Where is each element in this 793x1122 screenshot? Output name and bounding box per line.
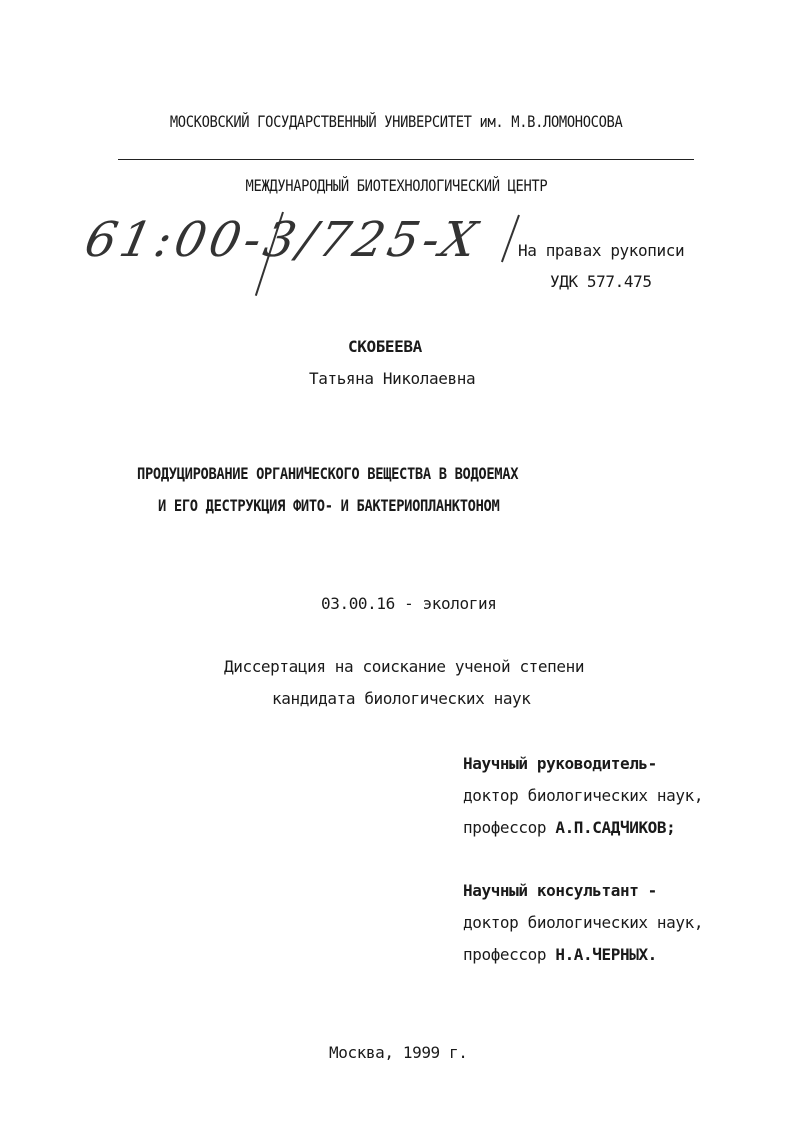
degree-line1: Диссертация на соискание ученой степени	[224, 657, 585, 676]
consultant-degree: доктор биологических наук,	[463, 913, 704, 932]
place-year: Москва, 1999 г.	[329, 1043, 468, 1062]
supervisor-line	[463, 818, 675, 837]
header-rule	[118, 159, 694, 160]
dissertation-title-line1: ПРОДУЦИРОВАНИЕ ОРГАНИЧЕСКОГО ВЕЩЕСТВА В ВОДОЕМАХ	[137, 464, 519, 483]
specialty: 03.00.16 - экология	[321, 594, 497, 613]
supervisor-title: профессор	[463, 818, 547, 837]
supervisor-name: А.П.САДЧИКОВ;	[555, 818, 676, 837]
author-name: Татьяна Николаевна	[309, 369, 476, 388]
consultant-name: Н.А.ЧЕРНЫХ.	[555, 945, 657, 964]
author-surname: СКОБЕЕВА	[348, 337, 422, 356]
handwritten-code: 61:00-3/725-X	[80, 212, 486, 268]
university-line: МОСКОВСКИЙ ГОСУДАРСТВЕННЫЙ УНИВЕРСИТЕТ им. М.В.ЛОМОНОСОВА	[170, 112, 623, 131]
rights-label: На правах рукописи	[518, 241, 685, 260]
udk-code: УДК 577.475	[550, 272, 652, 291]
supervisor-role: Научный руководитель-	[463, 754, 657, 773]
center-line: МЕЖДУНАРОДНЫЙ БИОТЕХНОЛОГИЧЕСКИЙ ЦЕНТР	[245, 176, 548, 195]
consultant-title: профессор	[463, 945, 547, 964]
dissertation-title-line2: И ЕГО ДЕСТРУКЦИЯ ФИТО- И БАКТЕРИОПЛАНКТОНОМ	[158, 496, 500, 515]
degree-line2: кандидата биологических наук	[272, 689, 531, 708]
supervisor-degree: доктор биологических наук,	[463, 786, 704, 805]
consultant-role: Научный консультант -	[463, 881, 657, 900]
consultant-line	[463, 945, 657, 964]
